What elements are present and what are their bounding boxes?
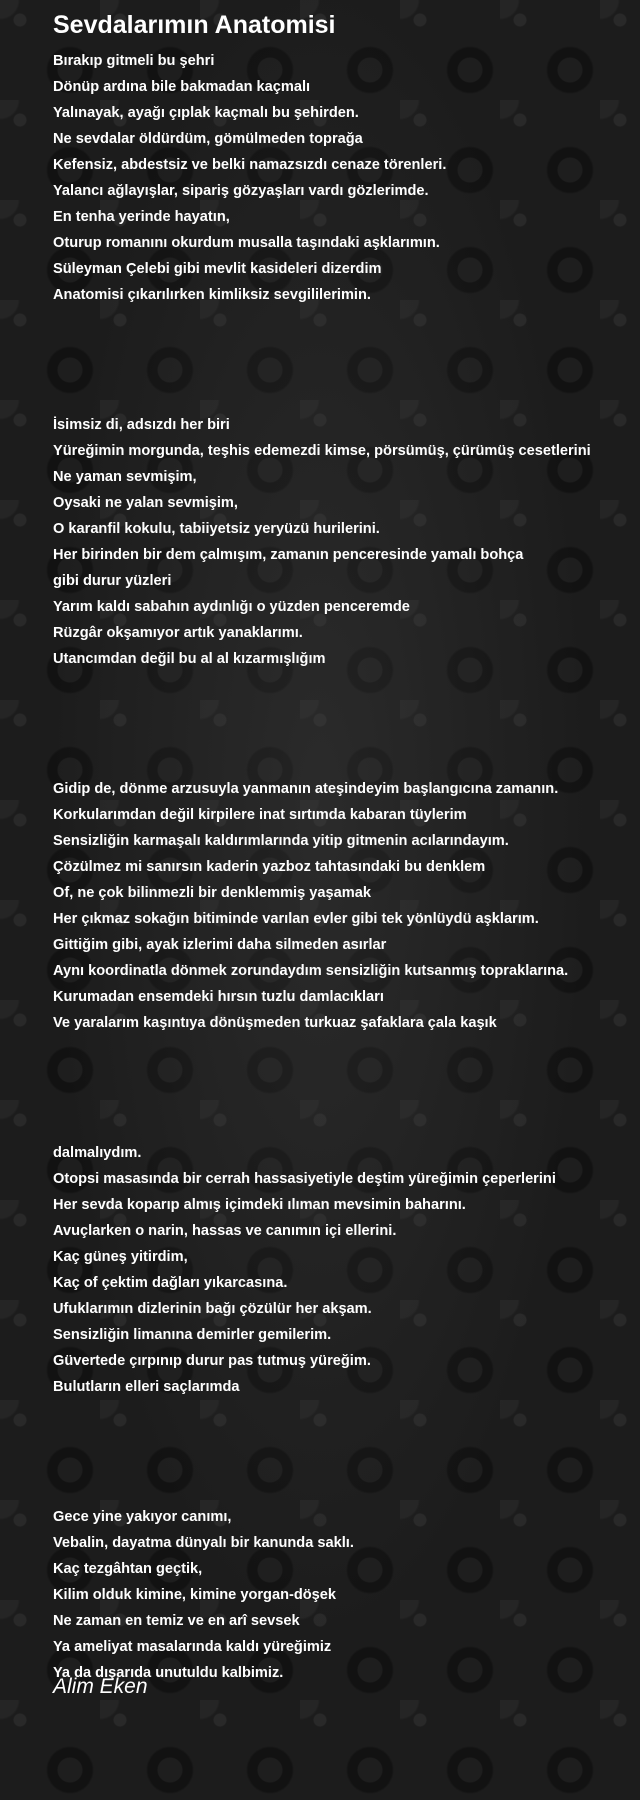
poem-line: Ve yaralarım kaşıntıya dönüşmeden turkuaz şafaklara çala kaşık: [53, 1015, 497, 1031]
poem-line: Kurumadan ensemdeki hırsın tuzlu damlacıkları: [53, 989, 384, 1005]
poem-line: Bırakıp gitmeli bu şehri: [53, 53, 215, 69]
poem-line: dalmalıydım.: [53, 1145, 142, 1161]
poem-line: gibi durur yüzleri: [53, 573, 172, 589]
poem-line: Yalancı ağlayışlar, sipariş gözyaşları vardı gözlerimde.: [53, 183, 429, 199]
poem-line: Ne zaman en temiz ve en arî sevsek: [53, 1613, 300, 1629]
poem-line: Kaç of çektim dağları yıkarcasına.: [53, 1275, 288, 1291]
poem-line: Oysaki ne yalan sevmişim,: [53, 495, 238, 511]
poem-line: Kefensiz, abdestsiz ve belki namazsızdı cenaze törenleri.: [53, 157, 447, 173]
stanza-4: [53, 1140, 640, 1400]
poem-line: Of, ne çok bilinmezli bir denklemmiş yaşamak: [53, 885, 371, 901]
stanza-3: [53, 776, 640, 1036]
poem-line: Her sevda koparıp almış içimdeki ılıman mevsimin baharını.: [53, 1197, 466, 1213]
poem-line: Anatomisi çıkarılırken kimliksiz sevgililerimin.: [53, 287, 371, 303]
poem-line: Sensizliğin limanına demirler gemilerim.: [53, 1327, 332, 1343]
poem-line: Gidip de, dönme arzusuyla yanmanın ateşindeyim başlangıcına zamanın.: [53, 781, 559, 797]
poem-line: Sensizliğin karmaşalı kaldırımlarında yitip gitmenin acılarındayım.: [53, 833, 509, 849]
poem-line: Yüreğimin morgunda, teşhis edemezdi kimse, pörsümüş, çürümüş cesetlerini: [53, 443, 591, 459]
poem-line: Gece yine yakıyor canımı,: [53, 1509, 232, 1525]
poem-line: Ne sevdalar öldürdüm, gömülmeden toprağa: [53, 131, 363, 147]
poem-line: Vebalin, dayatma dünyalı bir kanunda saklı.: [53, 1535, 354, 1551]
poem-line: Yarım kaldı sabahın aydınlığı o yüzden penceremde: [53, 599, 410, 615]
poem-line: Avuçlarken o narin, hassas ve canımın içi ellerini.: [53, 1223, 397, 1239]
poem-line: Bulutların elleri saçlarımda: [53, 1379, 240, 1395]
poem-line: Gittiğim gibi, ayak izlerimi daha silmeden asırlar: [53, 937, 387, 953]
poem-line: O karanfil kokulu, tabiiyetsiz yeryüzü hurilerini.: [53, 521, 380, 537]
poem-line: Utancımdan değil bu al al kızarmışlığım: [53, 651, 326, 667]
poem-line: Çözülmez mi sanırsın kaderin yazboz tahtasındaki bu denklem: [53, 859, 486, 875]
poem-line: Korkularımdan değil kirpilere inat sırtımda kabaran tüylerim: [53, 807, 467, 823]
poem-title: Sevdalarımın Anatomisi: [53, 11, 336, 39]
poem-line: Yalınayak, ayağı çıplak kaçmalı bu şehirden.: [53, 105, 359, 121]
poem-line: Kaç güneş yitirdim,: [53, 1249, 188, 1265]
stanza-1: [53, 48, 640, 308]
poem-line: Ne yaman sevmişim,: [53, 469, 197, 485]
poem-line: Ya ameliyat masalarında kaldı yüreğimiz: [53, 1639, 332, 1655]
poem-line: İsimsiz di, adsızdı her biri: [53, 417, 230, 433]
poem-line: Kaç tezgâhtan geçtik,: [53, 1561, 203, 1577]
stanza-2: [53, 412, 640, 672]
poem-line: Rüzgâr okşamıyor artık yanaklarımı.: [53, 625, 303, 641]
poem-line: Dönüp ardına bile bakmadan kaçmalı: [53, 79, 311, 95]
poem-line: Ufuklarımın dizlerinin bağı çözülür her akşam.: [53, 1301, 372, 1317]
stanza-5: [53, 1504, 640, 1686]
poem-line: En tenha yerinde hayatın,: [53, 209, 230, 225]
poem-line: Güvertede çırpınıp durur pas tutmuş yüreğim.: [53, 1353, 371, 1369]
poem-line: Aynı koordinatla dönmek zorundaydım sensizliğin kutsanmış topraklarına.: [53, 963, 569, 979]
poem-line: Her çıkmaz sokağın bitiminde varılan evler gibi tek yönlüydü aşklarım.: [53, 911, 539, 927]
poem-line: Otopsi masasında bir cerrah hassasiyetiyle deştim yüreğimin çeperlerini: [53, 1171, 556, 1187]
poem-line: Ya da dışarıda unutuldu kalbimiz.: [53, 1665, 284, 1681]
poem-line: Kilim olduk kimine, kimine yorgan-döşek: [53, 1587, 337, 1603]
poem-line: Oturup romanını okurdum musalla taşındaki aşklarımın.: [53, 235, 440, 251]
poem-line: Her birinden bir dem çalmışım, zamanın penceresinde yamalı bohça: [53, 547, 524, 563]
poem-author: Alim Eken: [53, 1675, 148, 1698]
poem-line: Süleyman Çelebi gibi mevlit kasideleri dizerdim: [53, 261, 382, 277]
